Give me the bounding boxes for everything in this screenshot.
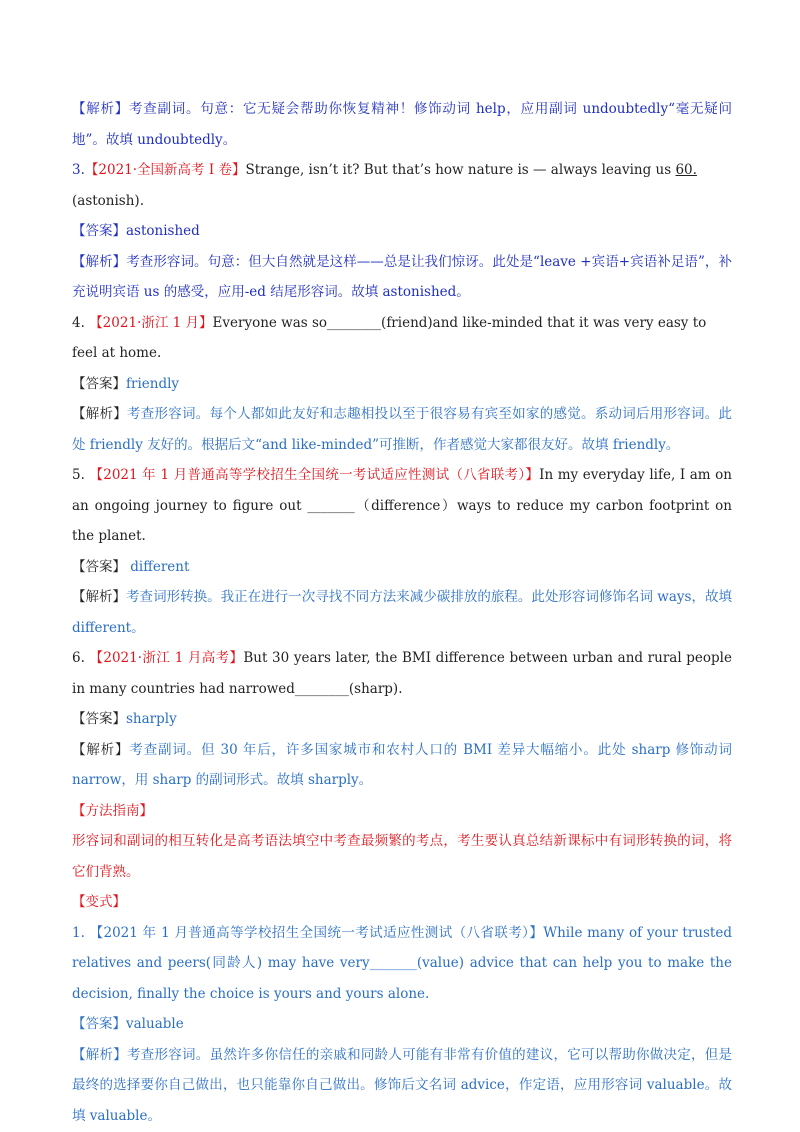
analysis-text: 考查形容词。句意：但大自然就是这样——总是让我们惊讶。此处是“leave +宾语+宾语补足语”，补充说明宾语 us 的感受，应用-ed 结尾形容词。故填 astonished。 [72, 253, 732, 300]
question-number: 3. [72, 162, 85, 178]
answer-paragraph [72, 552, 732, 583]
question-text: While many of your trusted relatives and peers(同龄人) may have very_______(value) advice that can help you to make the decision, finally the choice is yours and yours alone. [72, 924, 732, 1002]
answer-paragraph [72, 216, 732, 247]
answer-paragraph [72, 1009, 732, 1040]
answer-tag: 【答案】 [72, 558, 126, 575]
question-paragraph [72, 918, 732, 1010]
analysis-text: 考查形容词。每个人都如此友好和志趣相投以至于很容易有宾至如家的感觉。系动词后用形容词。此处 friendly 友好的。根据后文“and like-minded”可推断，作者感觉大家都很友好。故填 friendly。 [72, 406, 733, 453]
question-text: But 30 years later, the BMI difference between urban and rural people in many countries had narrowed________(sharp). [72, 650, 732, 697]
answer-text: astonished [126, 223, 200, 239]
analysis-paragraph [72, 94, 732, 155]
analysis-paragraph [72, 247, 732, 308]
question-source: 【2021·浙江 1 月】 [89, 314, 213, 331]
method-heading [72, 796, 732, 827]
answer-paragraph [72, 704, 732, 735]
question-paragraph [72, 155, 732, 216]
analysis-tag: 【解析】 [72, 406, 128, 422]
answer-tag: 【答案】 [72, 711, 126, 727]
question-blank: 60. [675, 162, 697, 178]
method-heading-tag: 【方法指南】 [72, 802, 153, 819]
answer-paragraph [72, 369, 732, 400]
analysis-paragraph [72, 582, 732, 643]
analysis-text: 考查词形转换。我正在进行一次寻找不同方法来减少碳排放的旅程。此处形容词修饰名词 ways，故填 different。 [72, 589, 732, 636]
analysis-tag: 【解析】 [72, 253, 127, 270]
analysis-text: 考查副词。句意：它无疑会帮助你恢复精神！修饰动词 help，应用副词 undoubtedly“毫无疑问地”。故填 undoubtedly。 [72, 101, 733, 148]
question-text: Everyone was so________(friend)and like-minded that it was very easy to feel at home. [72, 314, 707, 361]
question-number: 6. [72, 650, 85, 666]
answer-tag: 【答案】 [72, 375, 126, 392]
question-text: In my everyday life, I am on an ongoing journey to figure out _______（difference）ways to reduce my carbon footprint on the planet. [72, 467, 732, 544]
answer-tag: 【答案】 [72, 223, 126, 239]
answer-text: different [126, 558, 190, 575]
question-source: 【2021 年 1 月普通高等学校招生全国统一考试适应性测试（八省联考）】 [89, 924, 544, 941]
question-source: 【2021 年 1 月普通高等学校招生全国统一考试适应性测试（八省联考）】 [89, 467, 540, 483]
question-number: 5. [72, 467, 85, 483]
analysis-paragraph [72, 399, 732, 460]
analysis-paragraph [72, 1040, 732, 1132]
analysis-tag: 【解析】 [72, 741, 130, 758]
analysis-tag: 【解析】 [72, 101, 129, 117]
analysis-text: 考查形容词。虽然许多你信任的亲戚和同龄人可能有非常有价值的建议，它可以帮助你做决定，但是最终的选择要你自己做出，也只能靠你自己做出。修饰后文名词 advice，作定语，应用形容词 valuable。故填 valuable。 [72, 1046, 733, 1124]
method-paragraph [72, 826, 732, 887]
answer-text: valuable [126, 1016, 184, 1032]
variant-heading [72, 887, 732, 918]
question-source: 【2021·浙江 1 月高考】 [89, 650, 244, 666]
question-paragraph [72, 308, 732, 369]
analysis-tag: 【解析】 [72, 589, 127, 605]
question-text: Strange, isn’t it? But that’s how nature is — always leaving us [245, 162, 676, 178]
answer-tag: 【答案】 [72, 1016, 126, 1032]
question-number: 4. [72, 314, 85, 331]
answer-text: sharply [126, 711, 177, 727]
question-source: 【2021·全国新高考 I 卷】 [84, 162, 246, 178]
question-text-after: (astonish). [72, 192, 144, 209]
question-paragraph [72, 460, 732, 552]
analysis-tag: 【解析】 [72, 1046, 128, 1063]
answer-text: friendly [126, 375, 180, 392]
document-body [72, 90, 732, 1131]
method-text: 形容词和副词的相互转化是高考语法填空中考查最频繁的考点，考生要认真总结新课标中有词形转换的词，将它们背熟。 [72, 833, 732, 880]
question-number: 1. [72, 924, 85, 941]
variant-heading-tag: 【变式】 [72, 894, 126, 910]
analysis-paragraph [72, 735, 732, 796]
question-paragraph [72, 643, 732, 704]
analysis-text: 考查副词。但 30 年后，许多国家城市和农村人口的 BMI 差异大幅缩小。此处 sharp 修饰动词 narrow，用 sharp 的副词形式。故填 sharply。 [72, 741, 732, 788]
